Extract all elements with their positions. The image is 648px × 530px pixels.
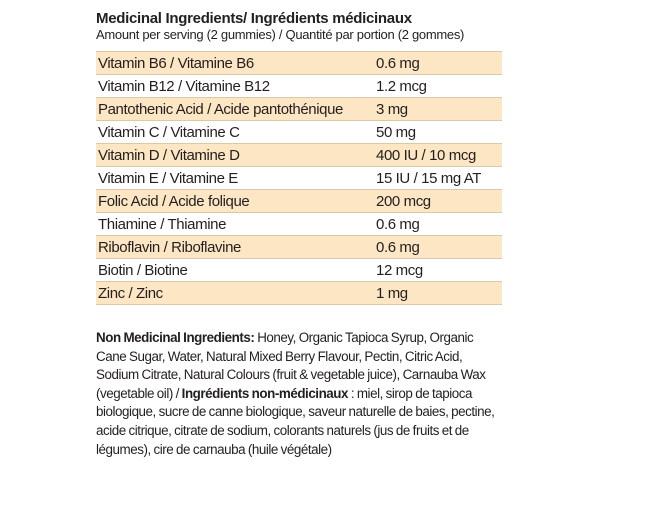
ingredient-amount: 3 mg <box>376 101 408 118</box>
ingredients-table <box>96 51 502 305</box>
non-medicinal-text-fr: : miel, sirop de tapioca biologique, sucre de canne biologique, saveur naturelle de baies, pectine, acide citrique, citrate de sodium, colorants naturels (jus de fruits et de légumes), cire de carnauba (huile végétale) <box>96 385 495 457</box>
ingredient-name: Thiamine / Thiamine <box>98 216 227 233</box>
ingredient-name: Vitamin B6 / Vitamine B6 <box>98 55 254 72</box>
ingredient-name: Biotin / Biotine <box>98 262 188 279</box>
ingredient-row <box>96 121 502 144</box>
ingredient-row <box>96 213 502 236</box>
ingredients-panel <box>96 10 516 459</box>
ingredient-amount: 200 mcg <box>376 193 431 210</box>
ingredient-row <box>96 167 502 190</box>
ingredient-amount: 1 mg <box>376 285 408 302</box>
ingredient-name: Vitamin D / Vitamine D <box>98 147 240 164</box>
non-medicinal-text-en: Honey, Organic Tapioca Syrup, Organic Cane Sugar, Water, Natural Mixed Berry Flavour, Pectin, Citric Acid, Sodium Citrate, Natural Colours (fruit & vegetable juice), Carnauba Wax (vegetable oil) / <box>96 330 486 401</box>
ingredient-amount: 0.6 mg <box>376 239 420 256</box>
ingredient-amount: 15 IU / 15 mg AT <box>376 170 482 187</box>
ingredient-amount: 12 mcg <box>376 262 423 279</box>
ingredient-row <box>96 75 502 98</box>
ingredient-amount: 50 mg <box>376 124 416 141</box>
ingredient-name: Folic Acid / Acide folique <box>98 193 250 210</box>
ingredient-amount: 0.6 mg <box>376 216 420 233</box>
non-medicinal-ingredients <box>96 329 506 459</box>
ingredient-name: Vitamin B12 / Vitamine B12 <box>98 78 270 95</box>
serving-subtitle: Amount per serving (2 gummies) / Quantité par portion (2 gommes) <box>96 27 465 42</box>
ingredient-row <box>96 190 502 213</box>
ingredient-name: Vitamin C / Vitamine C <box>98 124 240 141</box>
medicinal-ingredients-title: Medicinal Ingredients/ Ingrédients médicinaux <box>96 10 412 27</box>
ingredient-amount: 1.2 mcg <box>376 78 427 95</box>
ingredient-name: Zinc / Zinc <box>98 285 163 302</box>
ingredient-row <box>96 98 502 121</box>
ingredient-name: Pantothenic Acid / Acide pantothénique <box>98 101 344 118</box>
ingredient-name: Riboflavin / Riboflavine <box>98 239 241 256</box>
ingredient-amount: 0.6 mg <box>376 55 420 72</box>
ingredient-row <box>96 236 502 259</box>
ingredient-name: Vitamin E / Vitamine E <box>98 170 238 187</box>
ingredient-row <box>96 259 502 282</box>
ingredient-amount: 400 IU / 10 mcg <box>376 147 476 164</box>
ingredient-row <box>96 282 502 305</box>
non-medicinal-label-en: Non Medicinal Ingredients: <box>96 330 255 345</box>
non-medicinal-label-fr: Ingrédients non-médicinaux <box>181 385 349 401</box>
ingredient-row <box>96 144 502 167</box>
ingredient-row <box>96 52 502 75</box>
